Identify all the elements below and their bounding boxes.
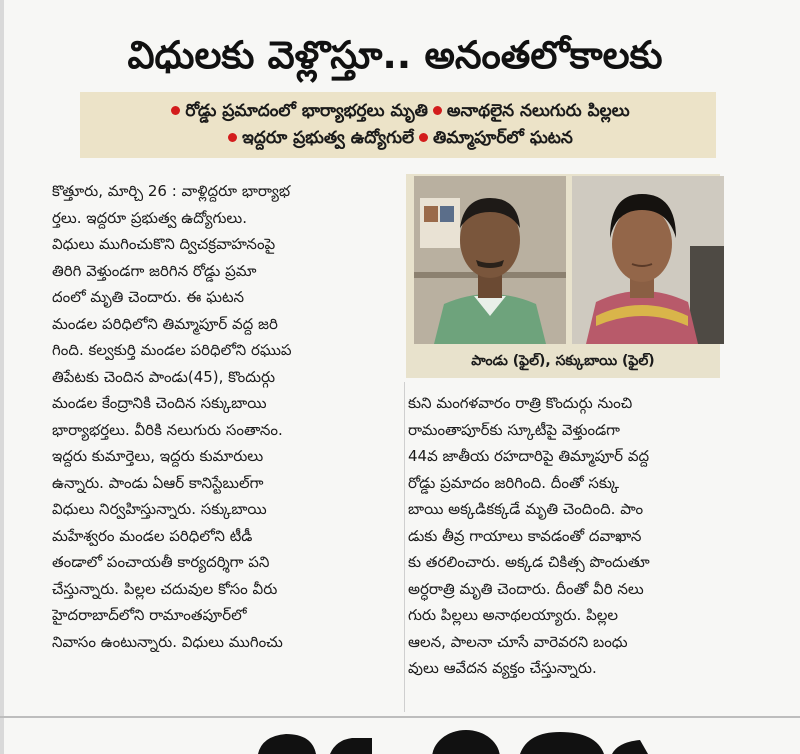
article-line: గురు పిల్లలు అనాథలయ్యారు. పిల్లల: [408, 606, 619, 624]
article-line: అర్ధరాత్రి మృతి చెందారు. దీంతో వీరి నలు: [408, 579, 644, 598]
man-portrait-photo: [414, 176, 566, 344]
article-line: ర్తలు. ఇద్దరూ ప్రభుత్వ ఉద్యోగులు.: [52, 208, 247, 227]
article-line: రామంతాపూర్‌కు స్కూటీపై వెళ్తుండగా: [408, 420, 620, 439]
article-line: చేస్తున్నారు. పిల్లల చదువుల కోసం వీరు: [52, 579, 278, 598]
subheading-item: అనాథలైన నలుగురు పిల్లలు: [446, 101, 630, 121]
article-line: ఇద్దరు కుమార్తెలు, ఇద్దరు కుమారులు: [52, 447, 264, 465]
subheading-item: ఇద్దరూ ప్రభుత్వ ఉద్యోగులే: [242, 128, 415, 148]
woman-portrait-photo: [572, 176, 724, 344]
subheading-item: తిమ్మాపూర్‌లో ఘటన: [433, 128, 573, 148]
next-headline-fragment: [0, 718, 800, 754]
bullet-icon: [228, 133, 237, 142]
article-line: తండాలో పంచాయతీ కార్యదర్శిగా పని: [52, 553, 270, 571]
article-line: హైదరాబాద్‌లోని రామాంతపూర్‌లో: [52, 606, 247, 624]
article-line: కు తరలించారు. అక్కడ చికిత్స పొందుతూ: [408, 553, 650, 571]
article-line: బాయి అక్కడికక్కడే మృతి చెందింది. పాం: [408, 500, 644, 518]
article-column-left: [52, 178, 402, 655]
article-line: మహేశ్వరం మండల పరిధిలోని టీడీ: [52, 526, 253, 545]
headline: విధులకు వెళ్లొస్తూ.. అనంతలోకాలకు: [127, 33, 663, 77]
article-line: రోడ్డు ప్రమాదం జరిగింది. దీంతో సక్కు: [408, 473, 619, 492]
bullet-icon: [171, 106, 180, 115]
article-line: విధులు ముగించుకొని ద్విచక్రవాహనంపై: [52, 235, 276, 253]
article-line: తిపేటకు చెందిన పాండు(45), కొందుర్గు: [52, 367, 276, 386]
article-line: 44వ జాతీయ రహదారిపై తిమ్మాపూర్ వద్ద: [408, 447, 650, 465]
article-line: ఆలన, పాలనా చూసే వారెవరని బంధు: [408, 632, 628, 651]
article-line: నివాసం ఉంటున్నారు. విధులు ముగించు: [52, 632, 283, 651]
article-line: కుని మంగళవారం రాత్రి కొందుర్గు నుంచి: [408, 394, 633, 412]
article-line: విధులు నిర్వహిస్తున్నారు. సక్కుబాయి: [52, 500, 267, 518]
article-line: దంలో మృతి చెందారు. ఈ ఘటన: [52, 288, 245, 306]
article-line: తిరిగి వెళ్తుండగా జరిగిన రోడ్డు ప్రమా: [52, 261, 257, 280]
subheading-line-2: [90, 125, 706, 152]
article-line: గింది. కల్వకుర్తి మండల పరిధిలోని రఘుప: [52, 341, 292, 359]
cropped-headline-glyphs: [0, 718, 800, 754]
bullet-icon: [419, 133, 428, 142]
photo-caption: పాండు (ఫైల్), సక్కుబాయి (ఫైల్): [471, 353, 655, 369]
article-line: మండల కేంద్రానికి చెందిన సక్కుబాయి: [52, 394, 267, 412]
article-line: వులు ఆవేదన వ్యక్తం చేస్తున్నారు.: [408, 659, 597, 677]
article-line: ఉన్నారు. పాండు ఏఆర్ కానిస్టేబుల్‌గా: [52, 473, 264, 492]
bullet-icon: [433, 106, 442, 115]
article-column-right: [408, 390, 726, 682]
man-portrait-illustration: [414, 176, 566, 344]
woman-portrait-illustration: [572, 176, 724, 344]
page-edge-rule: [0, 0, 4, 754]
article-line: భార్యాభర్తలు. వీరికి నలుగురు సంతానం.: [52, 420, 283, 439]
subheading-item: రోడ్డు ప్రమాదంలో భార్యాభర్తలు మృతి: [185, 101, 428, 121]
subheading-box: [80, 92, 716, 158]
photo-box: [406, 174, 720, 378]
column-divider: [404, 382, 405, 712]
article-line: మండల పరిధిలోని తిమ్మాపూర్ వద్ద జరి: [52, 314, 278, 333]
subheading-line-1: [90, 98, 706, 125]
article-line: డుకు తీవ్ర గాయాలు కావడంతో దవాఖాన: [408, 526, 642, 545]
article-line: కొత్తూరు, మార్చి 26 : వాళ్లిద్దరూ భార్యాభ: [52, 182, 291, 200]
